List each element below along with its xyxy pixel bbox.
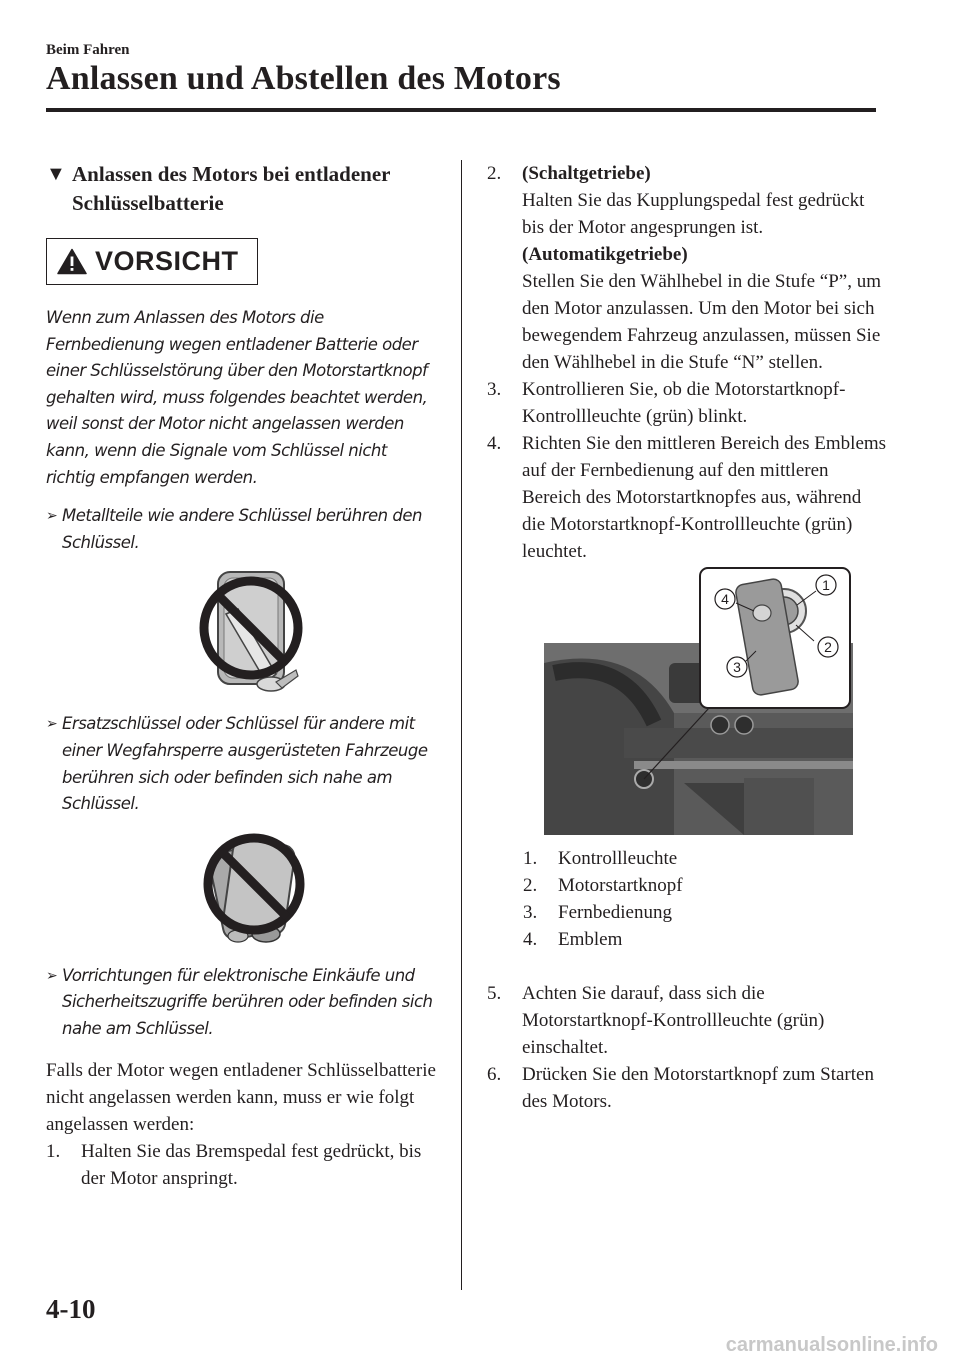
step-number: 1. bbox=[46, 1140, 61, 1162]
manual-text: Halten Sie das Kupplungspedal fest gedrückt bis der Motor angesprungen ist. bbox=[522, 190, 865, 238]
title-rule bbox=[46, 108, 876, 112]
caution-bullet-2 bbox=[46, 711, 436, 817]
callout-3: 3 bbox=[733, 659, 741, 675]
step-3 bbox=[487, 376, 887, 430]
legend-item bbox=[523, 926, 887, 953]
arrow-bullet-icon: ➢ bbox=[46, 967, 58, 984]
step-5 bbox=[487, 980, 887, 1061]
two-keys-illustration bbox=[196, 826, 311, 951]
legend-text: Motorstartknopf bbox=[558, 875, 683, 896]
caution-bullet-3 bbox=[46, 963, 436, 1043]
dashboard-illustration bbox=[544, 577, 853, 835]
bullet-text: Vorrichtungen für elektronische Einkäufe und Sicherheitszugriffe berühren oder befinden sich nahe am Schlüssel. bbox=[62, 965, 433, 1038]
step-1 bbox=[46, 1138, 436, 1192]
intro-paragraph: Falls der Motor wegen entladener Schlüsselbatterie nicht angelassen werden kann, muss er wie folgt angelassen werden: bbox=[46, 1059, 436, 1135]
step-number: 3. bbox=[487, 379, 502, 400]
page-number: 4-10 bbox=[46, 1294, 96, 1324]
section-label: Beim Fahren bbox=[46, 42, 130, 58]
callout-1: 1 bbox=[822, 577, 830, 593]
step-number: 6. bbox=[487, 1064, 502, 1085]
legend-item bbox=[523, 872, 887, 899]
warning-triangle-icon bbox=[57, 248, 87, 275]
legend-number: 1. bbox=[523, 848, 538, 869]
caution-bullet-1 bbox=[46, 503, 436, 556]
step-2 bbox=[487, 160, 887, 376]
legend-number: 2. bbox=[523, 875, 538, 896]
column-divider bbox=[461, 160, 462, 1290]
triangle-down-icon: ▼ bbox=[46, 163, 66, 185]
step-number: 4. bbox=[487, 433, 502, 454]
legend-text: Fernbedienung bbox=[558, 902, 672, 923]
step-text: Achten Sie darauf, dass sich die Motorstartknopf-Kontrollleuchte (grün) einschaltet. bbox=[522, 983, 825, 1058]
step-number: 5. bbox=[487, 983, 502, 1004]
subheading bbox=[46, 160, 436, 218]
arrow-bullet-icon: ➢ bbox=[46, 508, 58, 525]
arrow-bullet-icon: ➢ bbox=[46, 716, 58, 733]
step-6 bbox=[487, 1061, 887, 1115]
legend-text: Kontrollleuchte bbox=[558, 848, 678, 869]
step-text: Drücken Sie den Motorstartknopf zum Starten des Motors. bbox=[522, 1064, 874, 1112]
step-4 bbox=[487, 430, 887, 565]
key-with-metal-illustration bbox=[196, 564, 306, 699]
step-text: Richten Sie den mittleren Bereich des Emblems auf der Fernbedienung auf den mittleren Bereich des Motorstartknopfes aus, während die Motorstartknopf-Kontrollleuchte (grün) leuchtet. bbox=[522, 433, 887, 562]
right-column bbox=[487, 160, 887, 1115]
caution-body: Wenn zum Anlassen des Motors die Fernbedienung wegen entladener Batterie oder einer Schlüsselstörung über den Motorstartknopf gehalten wird, muss folgendes beachtet werden, weil sonst der Motor nicht angelassen werden kann, wenn die Signale vom Schlüssel nicht richtig empfangen werden. bbox=[46, 308, 428, 487]
legend-item bbox=[523, 899, 887, 926]
callout-2: 2 bbox=[824, 639, 832, 655]
watermark: carmanualsonline.info bbox=[725, 1334, 938, 1356]
bullet-text: Ersatzschlüssel oder Schlüssel für andere mit einer Wegfahrsperre ausgerüsteten Fahrzeuge berühren sich oder befinden sich nahe am Schlüssel. bbox=[62, 714, 428, 814]
caution-box bbox=[46, 238, 258, 285]
bullet-text: Metallteile wie andere Schlüssel berühren den Schlüssel. bbox=[62, 506, 422, 552]
step-text bbox=[522, 160, 887, 376]
page-title: Anlassen und Abstellen des Motors bbox=[46, 60, 561, 97]
legend-item bbox=[523, 845, 887, 872]
step-number: 2. bbox=[487, 163, 502, 184]
figure-legend bbox=[523, 845, 887, 953]
legend-number: 3. bbox=[523, 902, 538, 923]
dashboard-photo bbox=[544, 577, 853, 835]
step-text: Halten Sie das Bremspedal fest gedrückt, bis der Motor anspringt. bbox=[81, 1140, 422, 1189]
legend-number: 4. bbox=[523, 929, 538, 950]
subheading-text: Anlassen des Motors bei entladener Schlüsselbatterie bbox=[72, 162, 391, 215]
caution-label: VORSICHT bbox=[95, 246, 239, 276]
callout-4: 4 bbox=[721, 591, 729, 607]
auto-text: Stellen Sie den Wählhebel in die Stufe “P”, um den Motor anzulassen. Um den Motor bei sich bewegendem Fahrzeug anzulassen, müssen Sie den Wählhebel in die Stufe “N” stellen. bbox=[522, 271, 881, 373]
left-column bbox=[46, 160, 436, 1192]
auto-heading: (Automatikgetriebe) bbox=[522, 244, 688, 265]
manual-heading: (Schaltgetriebe) bbox=[522, 163, 651, 184]
legend-text: Emblem bbox=[558, 929, 623, 950]
step-text: Kontrollieren Sie, ob die Motorstartknopf-Kontrollleuchte (grün) blinkt. bbox=[522, 379, 846, 427]
